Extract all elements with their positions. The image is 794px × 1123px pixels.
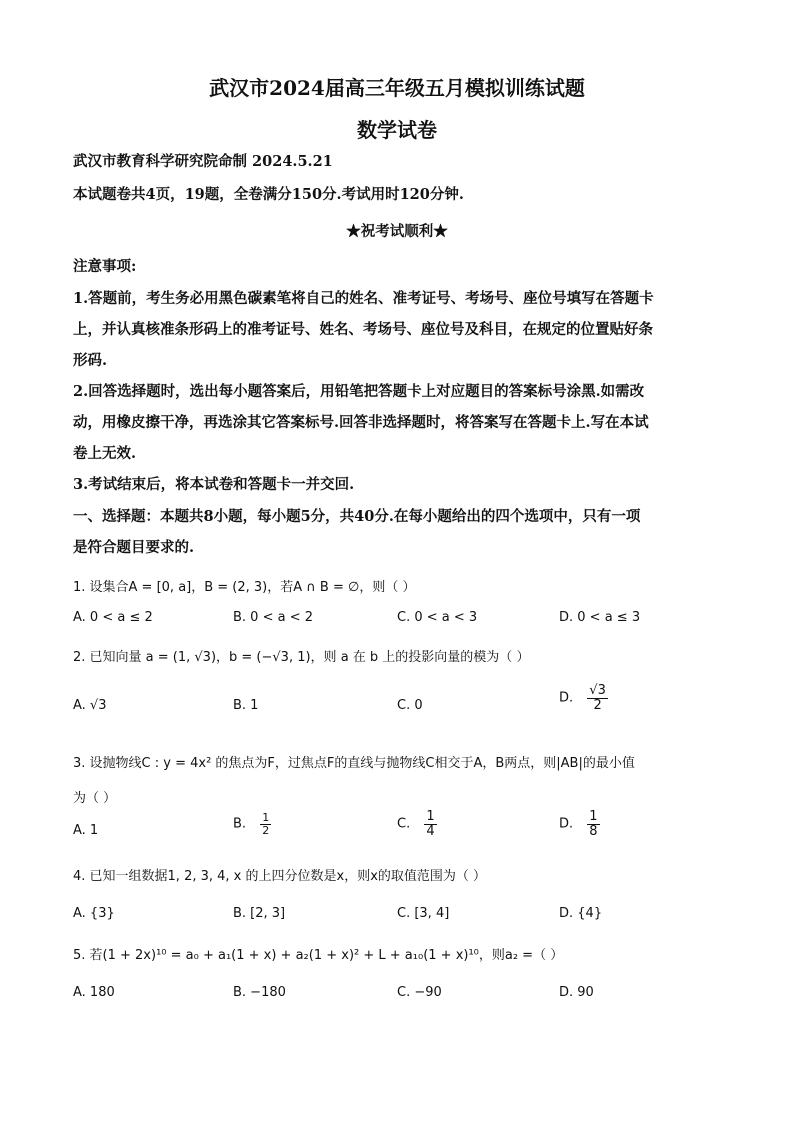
fraction-denominator: 2 (593, 697, 602, 713)
note-1-line-1: 1.答题前，考生务必用黑色碳素笔将自己的姓名、准考证号、考场号、座位号填写在答题卡 (73, 290, 654, 307)
fraction-denominator: 2 (262, 823, 270, 837)
question-1-option-a[interactable]: A. 0 < a ≤ 2 (73, 610, 153, 625)
fraction-numerator: 1 (589, 809, 598, 824)
question-2-option-d-label: D. (559, 690, 574, 706)
fraction-numerator: √3 (589, 683, 606, 698)
question-2-option-b[interactable]: B. 1 (233, 698, 259, 713)
exam-info-line: 本试题卷共4页，19题，全卷满分150分.考试用时120分钟. (73, 186, 464, 203)
note-1-line-2: 上，并认真核准条形码上的准考证号、姓名、考场号、座位号及科目，在规定的位置贴好条 (73, 321, 653, 338)
issuer-line: 武汉市教育科学研究院命制 2024.5.21 (73, 153, 333, 170)
question-1-option-d[interactable]: D. 0 < a ≤ 3 (559, 610, 641, 625)
question-1-option-b[interactable]: B. 0 < a < 2 (233, 610, 314, 625)
question-3-option-c-fraction (424, 810, 436, 838)
question-3-option-a[interactable]: A. 1 (73, 823, 99, 838)
exam-title: 武汉市2024届高三年级五月模拟训练试题 (209, 76, 585, 100)
section-1-line-2: 是符合题目要求的. (73, 539, 195, 556)
question-4-stem: 4. 已知一组数据1, 2, 3, 4, x 的上四分位数是x，则x的取值范围为（ ） (73, 869, 487, 884)
note-2-line-3: 卷上无效. (73, 445, 137, 462)
section-1-line-1: 一、选择题：本题共8小题，每小题5分，共40分.在每小题给出的四个选项中，只有一项 (73, 508, 641, 525)
question-3-option-c[interactable] (397, 810, 437, 838)
question-3-stem-line-2: 为（ ） (73, 791, 117, 806)
fraction-denominator: 4 (426, 823, 435, 839)
question-4-option-d[interactable]: D. {4} (559, 906, 603, 921)
note-2-line-2: 动，用橡皮擦干净，再选涂其它答案标号.回答非选择题时，将答案写在答题卡上.写在本试 (73, 414, 649, 431)
fraction-numerator: 1 (262, 811, 270, 824)
notes-heading: 注意事项: (73, 258, 137, 275)
question-1-option-c[interactable]: C. 0 < a < 3 (397, 610, 478, 625)
question-2-option-d-fraction (587, 684, 608, 712)
question-4-option-c[interactable]: C. [3, 4] (397, 906, 450, 921)
fraction-denominator: 8 (589, 823, 598, 839)
question-5-option-a[interactable]: A. 180 (73, 985, 115, 1000)
question-5-option-b[interactable]: B. −180 (233, 985, 286, 1000)
question-5-stem: 5. 若(1 + 2x)¹⁰ = a₀ + a₁(1 + x) + a₂(1 + x)² + L + a₁₀(1 + x)¹⁰，则a₂ =（ ） (73, 948, 564, 963)
fraction-numerator: 1 (426, 809, 435, 824)
question-3-option-b-fraction (260, 812, 271, 836)
question-5-option-d[interactable]: D. 90 (559, 985, 594, 1000)
question-5-option-c[interactable]: C. −90 (397, 985, 442, 1000)
question-3-option-d[interactable] (559, 810, 600, 838)
question-3-option-d-fraction (587, 810, 599, 838)
question-2-option-d[interactable] (559, 684, 608, 712)
question-1-stem: 1. 设集合A = [0, a]，B = (2, 3)，若A ∩ B = ∅，则（ ） (73, 580, 416, 595)
question-4-option-b[interactable]: B. [2, 3] (233, 906, 286, 921)
question-3-stem-line-1: 3. 设抛物线C : y = 4x² 的焦点为F，过焦点F的直线与抛物线C相交于A，B两点，则|AB|的最小值 (73, 756, 635, 771)
question-3-option-c-label: C. (397, 816, 411, 832)
note-3: 3.考试结束后，将本试卷和答题卡一并交回. (73, 476, 355, 493)
question-2-option-c[interactable]: C. 0 (397, 698, 423, 713)
question-2-option-a[interactable]: A. √3 (73, 698, 107, 713)
question-2-stem: 2. 已知向量 a = (1, √3)，b = (−√3, 1)，则 a 在 b 上的投影向量的模为（ ） (73, 650, 530, 665)
note-2-line-1: 2.回答选择题时，选出每小题答案后，用铅笔把答题卡上对应题目的答案标号涂黑.如需改 (73, 383, 645, 400)
good-luck-line: ★祝考试顺利★ (346, 223, 448, 240)
exam-subtitle: 数学试卷 (357, 118, 437, 142)
question-3-option-d-label: D. (559, 816, 574, 832)
question-4-option-a[interactable]: A. {3} (73, 906, 115, 921)
question-3-option-b-label: B. (233, 816, 247, 832)
note-1-line-3: 形码. (73, 352, 108, 369)
question-3-option-b[interactable] (233, 812, 271, 836)
